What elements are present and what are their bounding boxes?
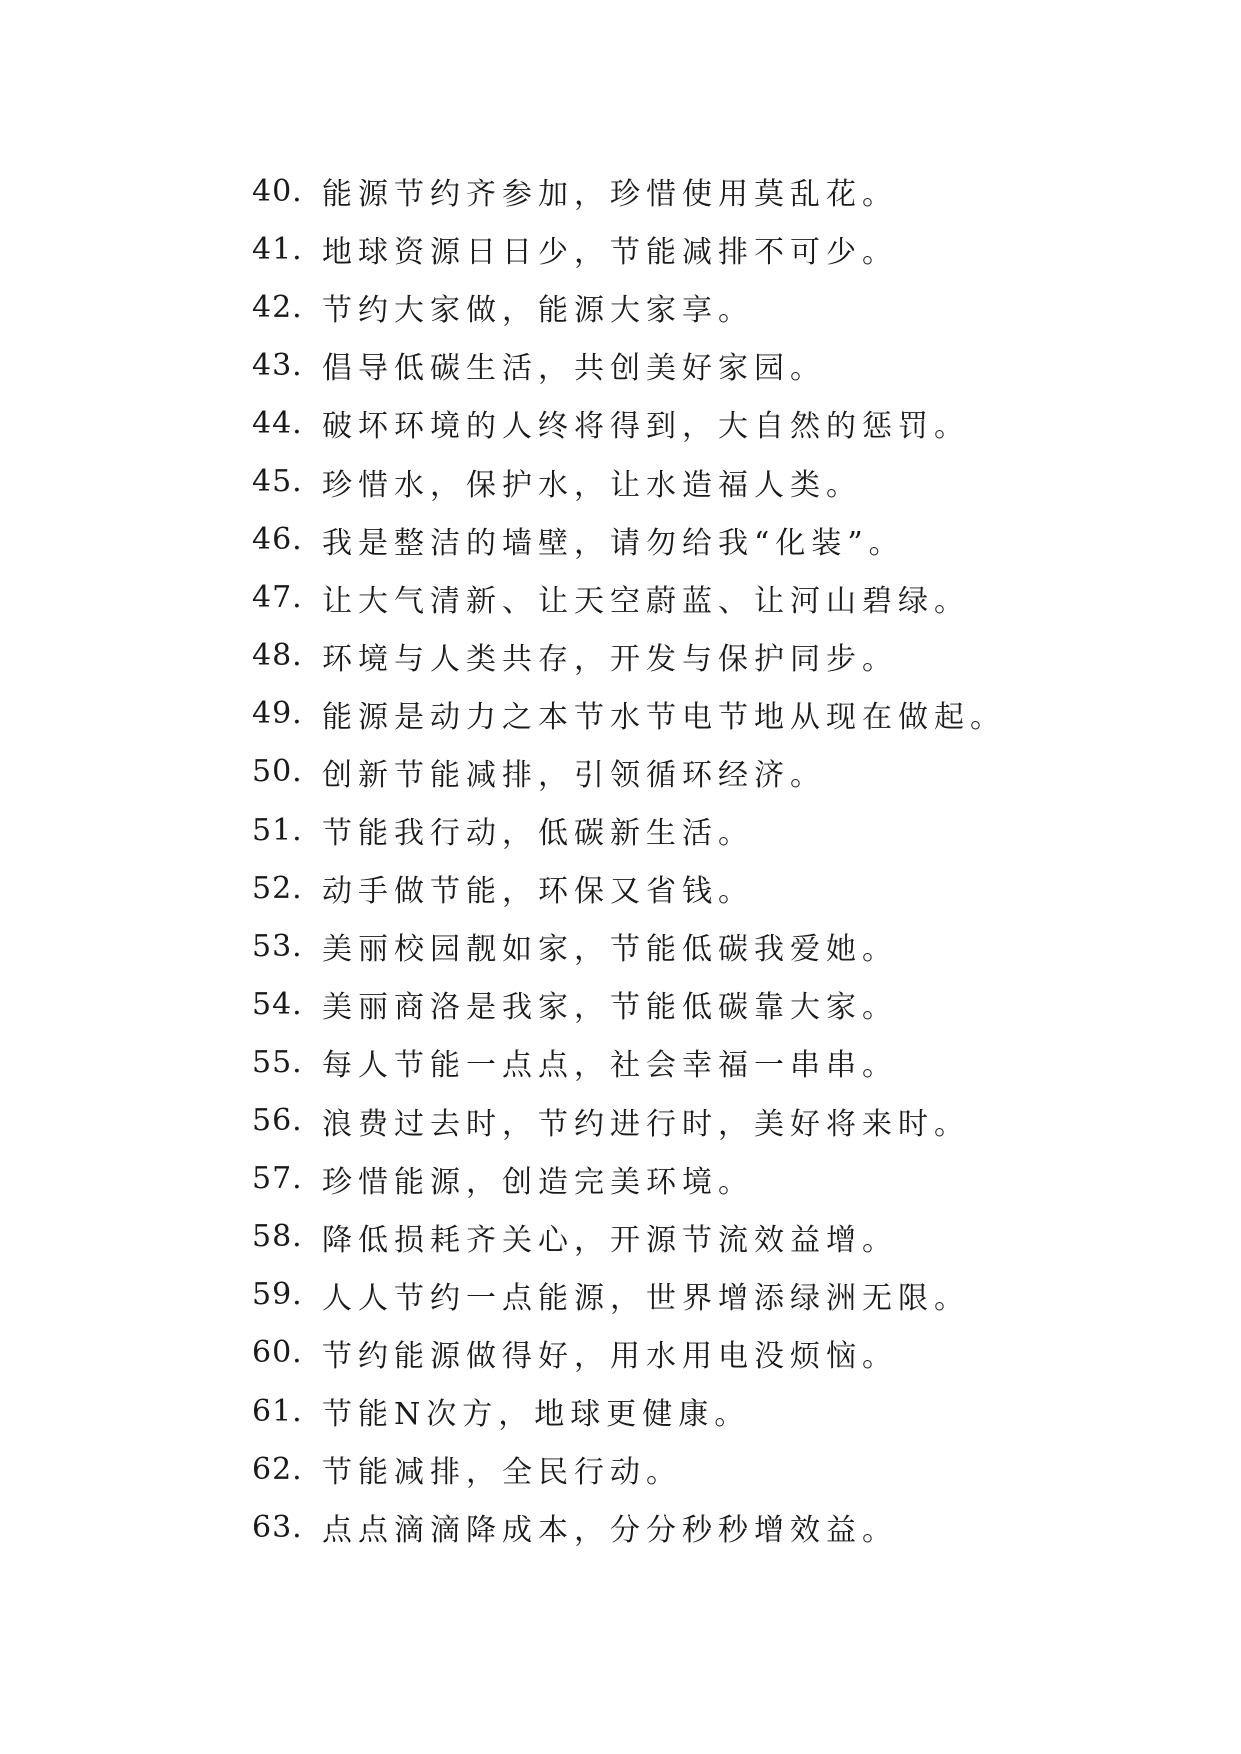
list-item [252, 162, 1006, 220]
item-number: 46. [252, 522, 303, 558]
item-number: 57. [252, 1161, 303, 1197]
item-text: 地球资源日日少，节能减排不可少。 [322, 235, 898, 271]
item-number: 45. [252, 464, 303, 500]
item-text: 破坏环境的人终将得到，大自然的惩罚。 [322, 409, 970, 445]
list-item [252, 1266, 1006, 1324]
item-number: 48. [252, 638, 303, 674]
item-number: 60. [252, 1335, 303, 1371]
item-number: 55. [252, 1044, 303, 1080]
list-item [252, 801, 1006, 859]
list-item [252, 278, 1006, 336]
list-item [252, 336, 1006, 394]
item-text: 美丽商洛是我家，节能低碳靠大家。 [322, 990, 898, 1026]
item-text: 能源是动力之本节水节电节地从现在做起。 [322, 699, 1006, 735]
list-item [252, 1324, 1006, 1382]
list-item [252, 569, 1006, 627]
list-item [252, 743, 1006, 801]
item-text: 我是整洁的墙壁，请勿给我“化装”。 [322, 525, 905, 561]
item-number: 62. [252, 1451, 303, 1487]
list-item [252, 1208, 1006, 1266]
list-item [252, 1498, 1006, 1556]
item-text: 点点滴滴降成本，分分秒秒增效益。 [322, 1513, 898, 1549]
list-item [252, 220, 1006, 278]
list-item [252, 975, 1006, 1033]
item-number: 42. [252, 289, 303, 325]
list-item [252, 1150, 1006, 1208]
item-number: 43. [252, 347, 303, 383]
list-item [252, 685, 1006, 743]
slogan-list [252, 162, 1006, 1556]
item-number: 47. [252, 580, 303, 616]
item-text: 节能N次方，地球更健康。 [322, 1397, 751, 1433]
item-text: 珍惜能源，创造完美环境。 [322, 1164, 754, 1200]
list-item [252, 1092, 1006, 1150]
item-text: 珍惜水，保护水，让水造福人类。 [322, 467, 862, 503]
list-item [252, 859, 1006, 917]
list-item [252, 394, 1006, 452]
list-item [252, 1033, 1006, 1091]
item-number: 61. [252, 1393, 303, 1429]
item-text: 动手做节能，环保又省钱。 [322, 874, 754, 910]
item-number: 63. [252, 1509, 303, 1545]
list-item [252, 511, 1006, 569]
item-number: 52. [252, 870, 303, 906]
item-text: 每人节能一点点，社会幸福一串串。 [322, 1048, 898, 1084]
item-number: 53. [252, 928, 303, 964]
item-number: 44. [252, 405, 303, 441]
item-text: 能源节约齐参加，珍惜使用莫乱花。 [322, 177, 898, 213]
item-number: 50. [252, 754, 303, 790]
item-text: 节约大家做，能源大家享。 [322, 293, 754, 329]
item-number: 58. [252, 1219, 303, 1255]
item-number: 56. [252, 1103, 303, 1139]
list-item [252, 917, 1006, 975]
item-text: 创新节能减排，引领循环经济。 [322, 757, 826, 793]
item-number: 59. [252, 1277, 303, 1313]
item-text: 人人节约一点能源，世界增添绿洲无限。 [322, 1280, 970, 1316]
item-text: 节约能源做得好，用水用电没烦恼。 [322, 1338, 898, 1374]
item-text: 节能我行动，低碳新生活。 [322, 816, 754, 852]
item-number: 54. [252, 986, 303, 1022]
item-text: 倡导低碳生活，共创美好家园。 [322, 351, 826, 387]
item-number: 49. [252, 696, 303, 732]
item-number: 51. [252, 812, 303, 848]
list-item [252, 1382, 1006, 1440]
list-item [252, 1440, 1006, 1498]
item-text: 降低损耗齐关心，开源节流效益增。 [322, 1222, 898, 1258]
list-item [252, 627, 1006, 685]
item-number: 40. [252, 173, 303, 209]
item-text: 让大气清新、让天空蔚蓝、让河山碧绿。 [322, 583, 970, 619]
item-number: 41. [252, 231, 303, 267]
item-text: 节能减排，全民行动。 [322, 1455, 682, 1491]
item-text: 美丽校园靓如家，节能低碳我爱她。 [322, 932, 898, 968]
list-item [252, 452, 1006, 510]
item-text: 浪费过去时，节约进行时，美好将来时。 [322, 1106, 970, 1142]
item-text: 环境与人类共存，开发与保护同步。 [322, 641, 898, 677]
